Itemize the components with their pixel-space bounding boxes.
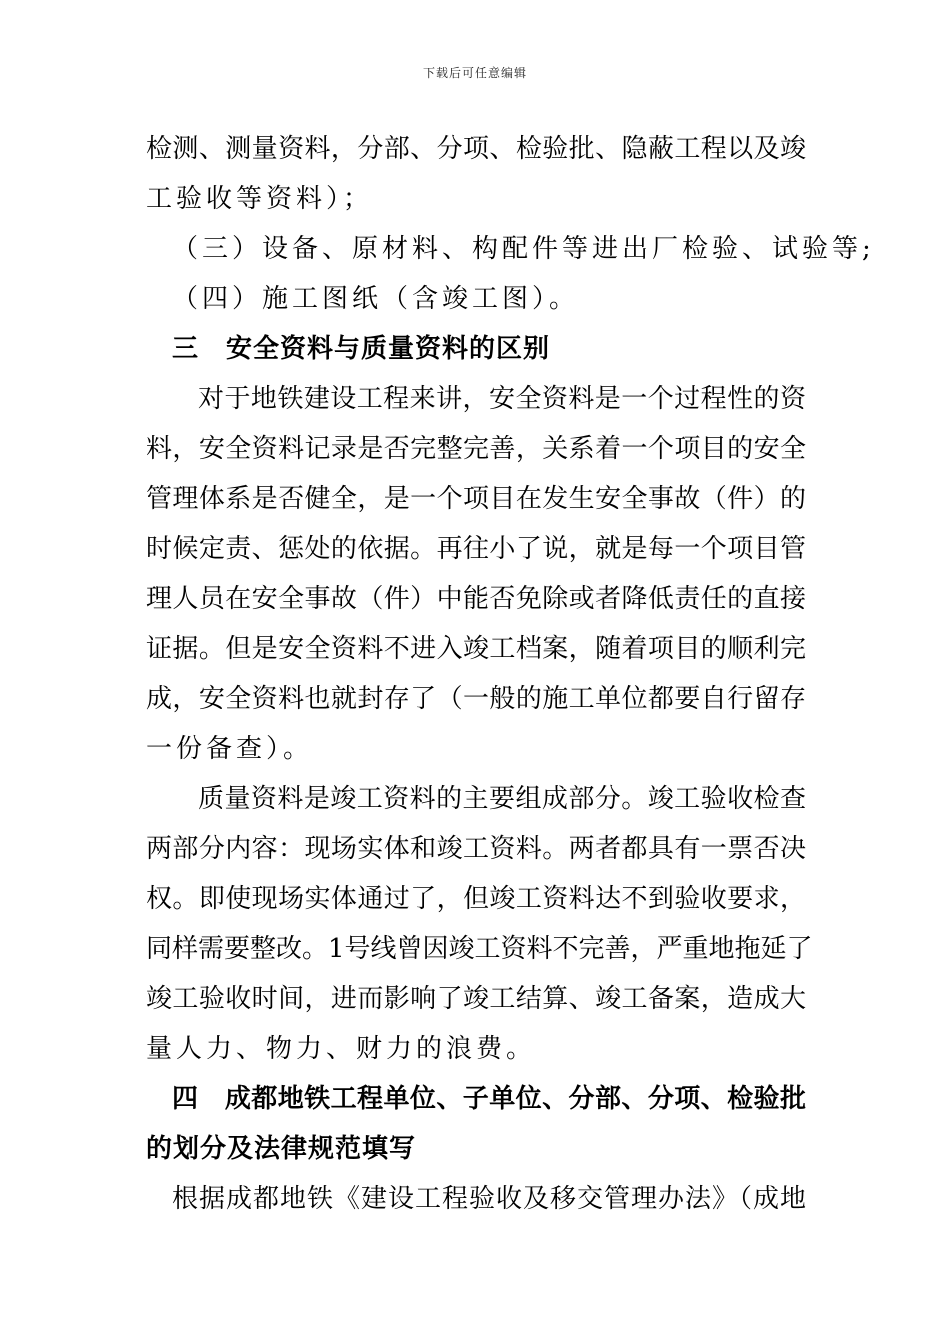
paragraph-line: 管理体系是否健全，是一个项目在发生安全事故（件）的 (146, 484, 806, 514)
page-header-note: 下载后可任意编辑 (422, 66, 527, 80)
paragraph-line: 时候定责、惩处的依据。再往小了说，就是每一个项目管 (146, 534, 806, 564)
paragraph-line: 料，安全资料记录是否完整完善，关系着一个项目的安全 (146, 434, 806, 464)
paragraph-line: 竣工验收时间，进而影响了竣工结算、竣工备案，造成大 (146, 984, 806, 1014)
paragraph-line: 质量资料是竣工资料的主要组成部分。竣工验收检查 (198, 784, 806, 814)
paragraph-line: 工验收等资料）； (146, 184, 374, 214)
paragraph-line: 理人员在安全事故（件）中能否免除或者降低责任的直接 (146, 584, 806, 614)
paragraph-line: 成，安全资料也就封存了（一般的施工单位都要自行留存 (146, 684, 806, 714)
paragraph-line: 一份备查）。 (146, 734, 314, 764)
section-heading-three: 三 安全资料与质量资料的区别 (172, 334, 551, 364)
list-item-four: （四）施工图纸（含竣工图）。 (172, 284, 580, 314)
paragraph-line: 检测、测量资料，分部、分项、检验批、隐蔽工程以及竣 (146, 134, 806, 164)
paragraph-line: 权。即使现场实体通过了，但竣工资料达不到验收要求， (146, 884, 806, 914)
paragraph-line: 对于地铁建设工程来讲，安全资料是一个过程性的资 (198, 384, 806, 414)
paragraph-line: 量人力、物力、财力的浪费。 (146, 1034, 537, 1064)
section-heading-four: 四 成都地铁工程单位、子单位、分部、分项、检验批 (172, 1084, 806, 1114)
paragraph-line: 证据。但是安全资料不进入竣工档案，随着项目的顺利完 (146, 634, 806, 664)
paragraph-line: 根据成都地铁《建设工程验收及移交管理办法》（成地 (172, 1184, 806, 1214)
section-heading-four-continued: 的划分及法律规范填写 (146, 1134, 417, 1164)
list-item-three: （三）设备、原材料、构配件等进出厂检验、试验等; (172, 234, 875, 264)
paragraph-line: 同样需要整改。1号线曾因竣工资料不完善，严重地拖延了 (146, 934, 813, 964)
paragraph-line: 两部分内容：现场实体和竣工资料。两者都具有一票否决 (146, 834, 806, 864)
document-body (146, 124, 875, 1224)
